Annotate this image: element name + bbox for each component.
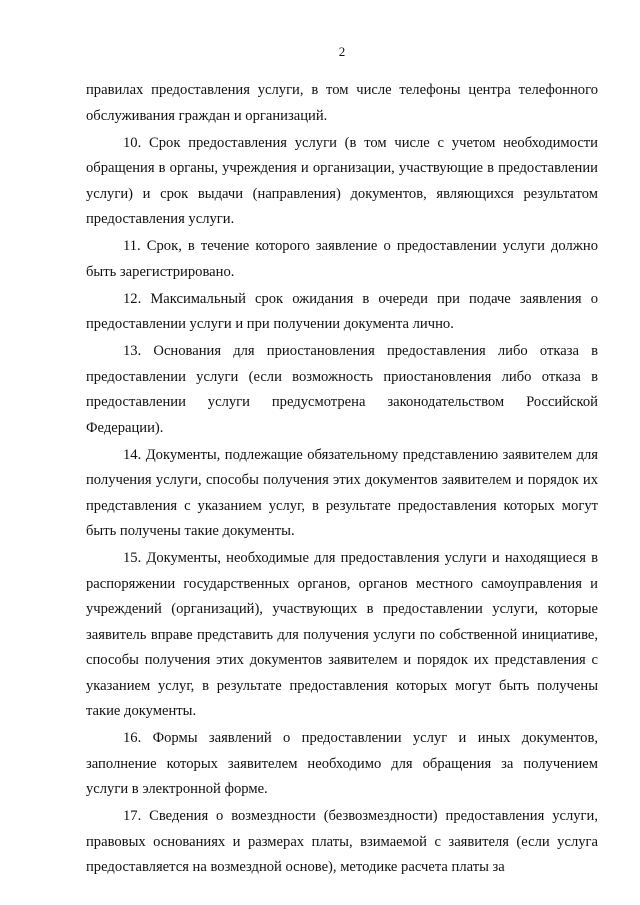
- paragraph-item-17: 17. Сведения о возмездности (безвозмездности) предоставления услуги, правовых основаниях и размерах платы, взимаемой с заявителя (если услуга предоставляется на возмездной основе), методике расчета платы за: [86, 808, 598, 875]
- paragraph-item-12: 12. Максимальный срок ожидания в очереди при подаче заявления о предоставлении услуги и при получении документа лично.: [86, 290, 598, 332]
- page-number: 2: [338, 44, 346, 59]
- paragraph-item-10: 10. Срок предоставления услуги (в том числе с учетом необходимости обращения в органы, учреждения и организации, участвующие в предоставлении услуги) и срок выдачи (направления) документов, являющихся результатом предоставления услуги.: [86, 134, 598, 227]
- paragraph-item-13: 13. Основания для приостановления предоставления либо отказа в предоставлении услуги (если возможность приостановления либо отказа в предоставлении услуги предусмотрена законодательством Российской Федерации).: [86, 343, 598, 436]
- paragraph-item-16: 16. Формы заявлений о предоставлении услуг и иных документов, заполнение которых заявителем необходимо для обращения за получением услуги в электронной форме.: [86, 730, 598, 797]
- paragraph-continuation: правилах предоставления услуги, в том числе телефоны центра телефонного обслуживания граждан и организаций.: [86, 82, 598, 124]
- paragraph-item-15: 15. Документы, необходимые для предоставления услуги и находящиеся в распоряжении государственных органов, органов местного самоуправления и учреждений (организаций), участвующих в предоставлении услуги, которые заявитель вправе представить для получения услуги по собственной инициативе, способы получения этих документов заявителем и порядок их представления с указанием услуг, в результате предоставления которых могут быть получены такие документы.: [86, 550, 598, 719]
- paragraph-item-14: 14. Документы, подлежащие обязательному представлению заявителем для получения услуги, способы получения этих документов заявителем и порядок их представления с указанием услуг, в результате предоставления которых могут быть получены такие документы.: [86, 446, 598, 539]
- paragraph-item-11: 11. Срок, в течение которого заявление о предоставлении услуги должно быть зарегистрировано.: [86, 238, 598, 280]
